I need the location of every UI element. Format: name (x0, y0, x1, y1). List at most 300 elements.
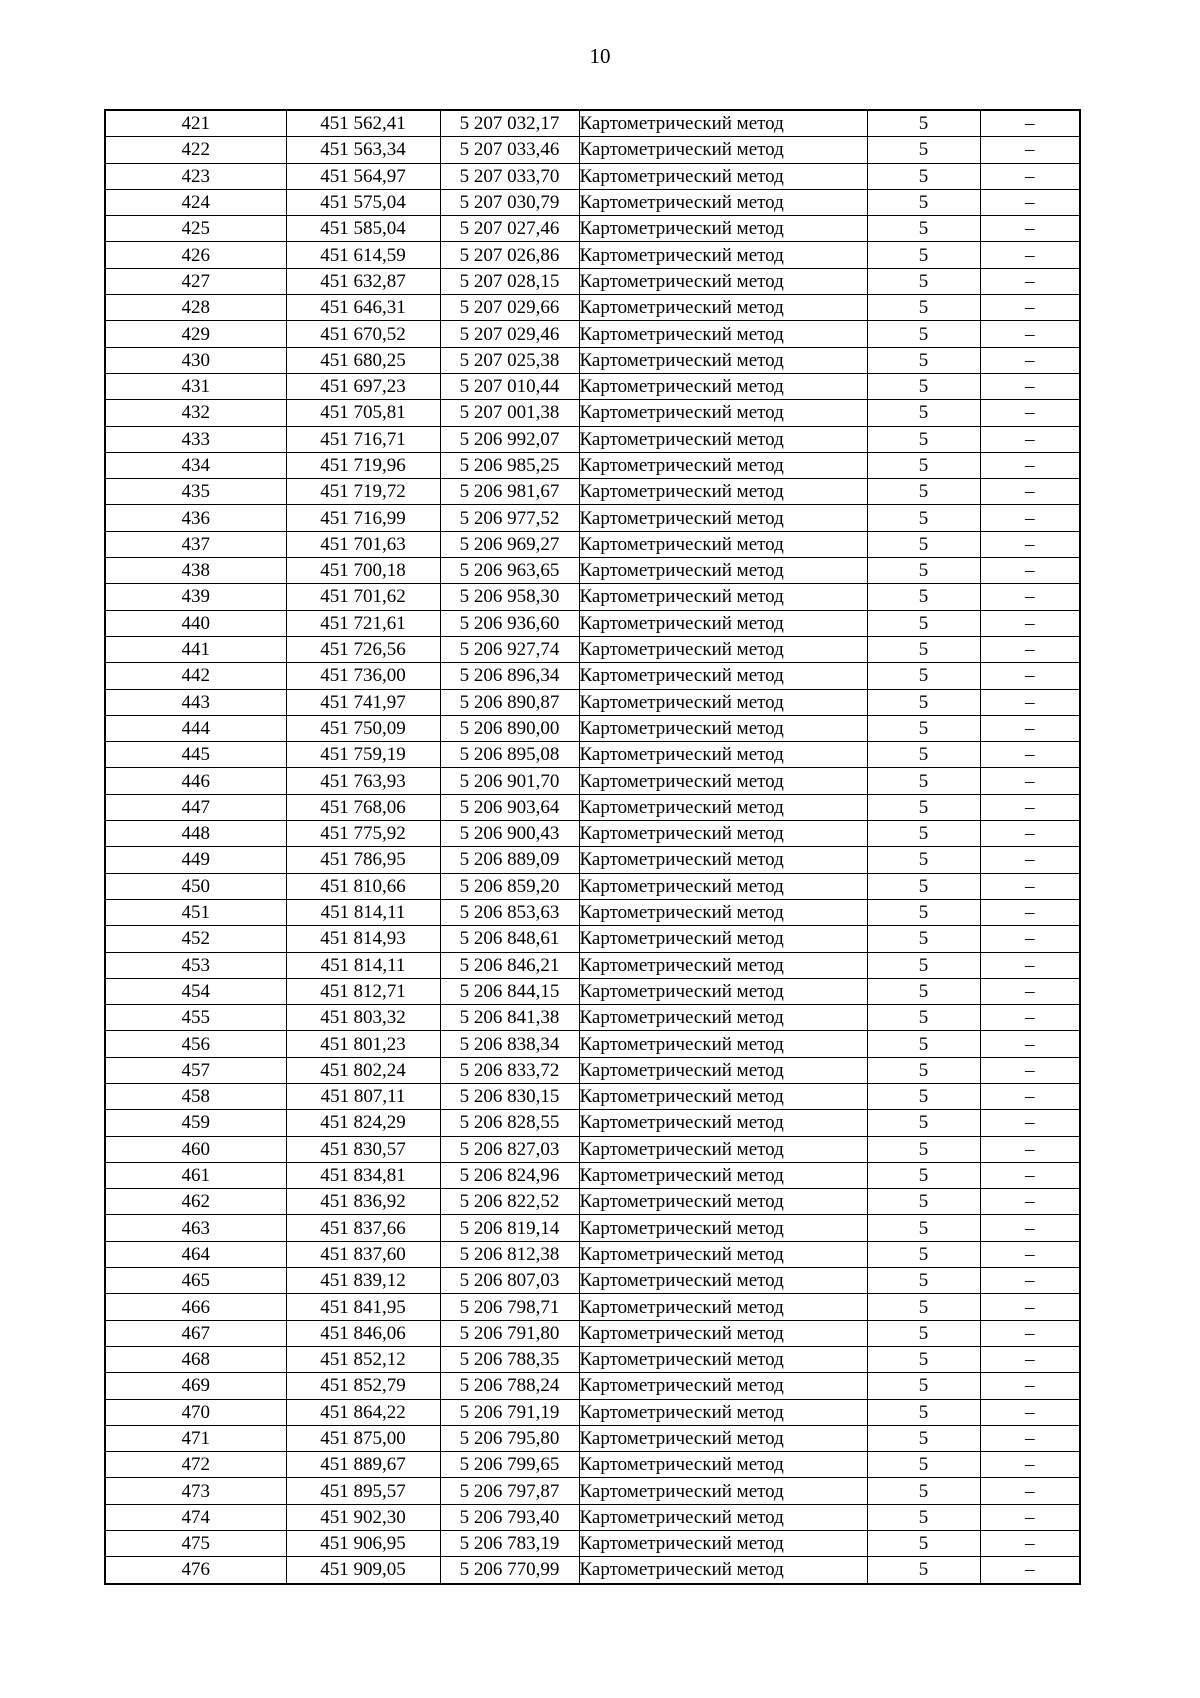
point-number: 460 (105, 1136, 286, 1162)
coordinate-y: 5 207 033,70 (440, 163, 579, 189)
determination-method: Картометрический метод (579, 1346, 867, 1372)
dash-cell: – (980, 373, 1080, 399)
table-row (105, 216, 1080, 242)
dash-cell: – (980, 1005, 1080, 1031)
dash-cell: – (980, 505, 1080, 531)
point-number: 470 (105, 1399, 286, 1425)
coordinate-x: 451 801,23 (286, 1031, 440, 1057)
point-number: 451 (105, 899, 286, 925)
dash-cell: – (980, 873, 1080, 899)
accuracy-value: 5 (867, 347, 980, 373)
point-number: 463 (105, 1215, 286, 1241)
coordinate-x: 451 721,61 (286, 610, 440, 636)
coordinate-y: 5 207 029,46 (440, 321, 579, 347)
determination-method: Картометрический метод (579, 268, 867, 294)
point-number: 439 (105, 584, 286, 610)
table-row (105, 1373, 1080, 1399)
point-number: 427 (105, 268, 286, 294)
point-number: 421 (105, 110, 286, 137)
coordinate-y: 5 206 822,52 (440, 1189, 579, 1215)
table-row (105, 400, 1080, 426)
determination-method: Картометрический метод (579, 1504, 867, 1530)
determination-method: Картометрический метод (579, 873, 867, 899)
determination-method: Картометрический метод (579, 899, 867, 925)
dash-cell: – (980, 110, 1080, 137)
coordinate-x: 451 807,11 (286, 1083, 440, 1109)
table-row (105, 110, 1080, 137)
coordinate-x: 451 716,99 (286, 505, 440, 531)
accuracy-value: 5 (867, 452, 980, 478)
point-number: 471 (105, 1425, 286, 1451)
coordinate-x: 451 562,41 (286, 110, 440, 137)
point-number: 473 (105, 1478, 286, 1504)
table-row (105, 794, 1080, 820)
coordinate-y: 5 206 770,99 (440, 1557, 579, 1584)
table-row (105, 1320, 1080, 1346)
accuracy-value: 5 (867, 1215, 980, 1241)
dash-cell: – (980, 558, 1080, 584)
point-number: 456 (105, 1031, 286, 1057)
table-row (105, 768, 1080, 794)
coordinate-x: 451 836,92 (286, 1189, 440, 1215)
dash-cell: – (980, 347, 1080, 373)
dash-cell: – (980, 926, 1080, 952)
coordinate-x: 451 670,52 (286, 321, 440, 347)
dash-cell: – (980, 768, 1080, 794)
table-row (105, 1268, 1080, 1294)
dash-cell: – (980, 137, 1080, 163)
coordinate-x: 451 824,29 (286, 1110, 440, 1136)
determination-method: Картометрический метод (579, 295, 867, 321)
determination-method: Картометрический метод (579, 1557, 867, 1584)
dash-cell: – (980, 1399, 1080, 1425)
determination-method: Картометрический метод (579, 1320, 867, 1346)
point-number: 476 (105, 1557, 286, 1584)
table-row (105, 1478, 1080, 1504)
table-row (105, 873, 1080, 899)
coordinate-x: 451 697,23 (286, 373, 440, 399)
table-row (105, 242, 1080, 268)
point-number: 436 (105, 505, 286, 531)
accuracy-value: 5 (867, 1162, 980, 1188)
accuracy-value: 5 (867, 400, 980, 426)
accuracy-value: 5 (867, 978, 980, 1004)
dash-cell: – (980, 794, 1080, 820)
point-number: 424 (105, 189, 286, 215)
coordinate-y: 5 206 807,03 (440, 1268, 579, 1294)
table-row (105, 1136, 1080, 1162)
coordinate-x: 451 906,95 (286, 1531, 440, 1557)
accuracy-value: 5 (867, 1057, 980, 1083)
determination-method: Картометрический метод (579, 216, 867, 242)
coordinate-y: 5 206 830,15 (440, 1083, 579, 1109)
coordinate-y: 5 206 841,38 (440, 1005, 579, 1031)
point-number: 454 (105, 978, 286, 1004)
table-row (105, 1504, 1080, 1530)
dash-cell: – (980, 663, 1080, 689)
determination-method: Картометрический метод (579, 1294, 867, 1320)
table-row (105, 847, 1080, 873)
point-number: 466 (105, 1294, 286, 1320)
coordinate-x: 451 812,71 (286, 978, 440, 1004)
coordinate-y: 5 206 977,52 (440, 505, 579, 531)
point-number: 438 (105, 558, 286, 584)
determination-method: Картометрический метод (579, 689, 867, 715)
dash-cell: – (980, 1162, 1080, 1188)
accuracy-value: 5 (867, 216, 980, 242)
point-number: 429 (105, 321, 286, 347)
dash-cell: – (980, 1320, 1080, 1346)
dash-cell: – (980, 1452, 1080, 1478)
table-row (105, 715, 1080, 741)
determination-method: Картометрический метод (579, 347, 867, 373)
coordinate-y: 5 206 791,80 (440, 1320, 579, 1346)
point-number: 431 (105, 373, 286, 399)
table-row (105, 1215, 1080, 1241)
accuracy-value: 5 (867, 636, 980, 662)
dash-cell: – (980, 295, 1080, 321)
coordinate-x: 451 736,00 (286, 663, 440, 689)
table-row (105, 189, 1080, 215)
coordinate-y: 5 206 936,60 (440, 610, 579, 636)
table-row (105, 636, 1080, 662)
table-row (105, 1294, 1080, 1320)
coordinate-x: 451 837,60 (286, 1241, 440, 1267)
determination-method: Картометрический метод (579, 163, 867, 189)
determination-method: Картометрический метод (579, 1399, 867, 1425)
coordinate-x: 451 646,31 (286, 295, 440, 321)
accuracy-value: 5 (867, 1557, 980, 1584)
determination-method: Картометрический метод (579, 1005, 867, 1031)
coordinate-y: 5 206 901,70 (440, 768, 579, 794)
determination-method: Картометрический метод (579, 610, 867, 636)
point-number: 452 (105, 926, 286, 952)
point-number: 437 (105, 531, 286, 557)
point-number: 455 (105, 1005, 286, 1031)
table-row (105, 137, 1080, 163)
coordinate-x: 451 750,09 (286, 715, 440, 741)
table-row (105, 531, 1080, 557)
coordinate-y: 5 206 797,87 (440, 1478, 579, 1504)
dash-cell: – (980, 163, 1080, 189)
determination-method: Картометрический метод (579, 584, 867, 610)
table-row (105, 558, 1080, 584)
point-number: 445 (105, 742, 286, 768)
dash-cell: – (980, 1057, 1080, 1083)
table-row (105, 1241, 1080, 1267)
point-number: 440 (105, 610, 286, 636)
coordinate-x: 451 700,18 (286, 558, 440, 584)
accuracy-value: 5 (867, 663, 980, 689)
determination-method: Картометрический метод (579, 1057, 867, 1083)
accuracy-value: 5 (867, 689, 980, 715)
dash-cell: – (980, 1215, 1080, 1241)
coordinate-x: 451 889,67 (286, 1452, 440, 1478)
accuracy-value: 5 (867, 1031, 980, 1057)
coordinate-x: 451 680,25 (286, 347, 440, 373)
coordinate-x: 451 814,11 (286, 899, 440, 925)
coordinate-y: 5 206 799,65 (440, 1452, 579, 1478)
table-row (105, 163, 1080, 189)
coordinate-y: 5 206 927,74 (440, 636, 579, 662)
determination-method: Картометрический метод (579, 426, 867, 452)
coordinate-x: 451 834,81 (286, 1162, 440, 1188)
coordinate-y: 5 206 844,15 (440, 978, 579, 1004)
table-row (105, 373, 1080, 399)
table-row (105, 1452, 1080, 1478)
coordinate-y: 5 206 896,34 (440, 663, 579, 689)
determination-method: Картометрический метод (579, 1241, 867, 1267)
coordinate-x: 451 803,32 (286, 1005, 440, 1031)
coordinate-y: 5 206 895,08 (440, 742, 579, 768)
coordinate-y: 5 206 963,65 (440, 558, 579, 584)
accuracy-value: 5 (867, 479, 980, 505)
table-row (105, 1057, 1080, 1083)
determination-method: Картометрический метод (579, 1083, 867, 1109)
determination-method: Картометрический метод (579, 400, 867, 426)
determination-method: Картометрический метод (579, 952, 867, 978)
accuracy-value: 5 (867, 584, 980, 610)
table-row (105, 1189, 1080, 1215)
point-number: 444 (105, 715, 286, 741)
dash-cell: – (980, 1136, 1080, 1162)
table-row (105, 479, 1080, 505)
accuracy-value: 5 (867, 558, 980, 584)
determination-method: Картометрический метод (579, 531, 867, 557)
accuracy-value: 5 (867, 926, 980, 952)
point-number: 432 (105, 400, 286, 426)
table-row (105, 584, 1080, 610)
coordinate-x: 451 759,19 (286, 742, 440, 768)
dash-cell: – (980, 1241, 1080, 1267)
determination-method: Картометрический метод (579, 794, 867, 820)
table-row (105, 1083, 1080, 1109)
determination-method: Картометрический метод (579, 479, 867, 505)
determination-method: Картометрический метод (579, 663, 867, 689)
dash-cell: – (980, 584, 1080, 610)
coordinate-y: 5 206 859,20 (440, 873, 579, 899)
determination-method: Картометрический метод (579, 452, 867, 478)
coordinate-y: 5 206 985,25 (440, 452, 579, 478)
coordinate-y: 5 206 793,40 (440, 1504, 579, 1530)
point-number: 461 (105, 1162, 286, 1188)
coordinate-y: 5 207 010,44 (440, 373, 579, 399)
dash-cell: – (980, 321, 1080, 347)
table-row (105, 295, 1080, 321)
accuracy-value: 5 (867, 1452, 980, 1478)
determination-method: Картометрический метод (579, 558, 867, 584)
coordinate-y: 5 207 032,17 (440, 110, 579, 137)
coordinate-x: 451 802,24 (286, 1057, 440, 1083)
point-number: 475 (105, 1531, 286, 1557)
coordinate-x: 451 810,66 (286, 873, 440, 899)
point-number: 426 (105, 242, 286, 268)
coordinate-x: 451 719,72 (286, 479, 440, 505)
table-row (105, 1005, 1080, 1031)
coordinate-x: 451 846,06 (286, 1320, 440, 1346)
accuracy-value: 5 (867, 163, 980, 189)
determination-method: Картометрический метод (579, 242, 867, 268)
coordinate-x: 451 841,95 (286, 1294, 440, 1320)
table-row (105, 1531, 1080, 1557)
determination-method: Картометрический метод (579, 1189, 867, 1215)
page-number: 10 (589, 44, 611, 68)
coordinate-y: 5 207 001,38 (440, 400, 579, 426)
accuracy-value: 5 (867, 1189, 980, 1215)
coordinate-y: 5 207 026,86 (440, 242, 579, 268)
determination-method: Картометрический метод (579, 821, 867, 847)
determination-method: Картометрический метод (579, 1425, 867, 1451)
dash-cell: – (980, 821, 1080, 847)
coordinate-x: 451 875,00 (286, 1425, 440, 1451)
table-row (105, 899, 1080, 925)
coordinate-y: 5 206 890,87 (440, 689, 579, 715)
point-number: 447 (105, 794, 286, 820)
dash-cell: – (980, 1031, 1080, 1057)
point-number: 442 (105, 663, 286, 689)
coordinate-x: 451 852,79 (286, 1373, 440, 1399)
point-number: 449 (105, 847, 286, 873)
accuracy-value: 5 (867, 1110, 980, 1136)
coordinate-y: 5 207 030,79 (440, 189, 579, 215)
point-number: 450 (105, 873, 286, 899)
dash-cell: – (980, 1504, 1080, 1530)
determination-method: Картометрический метод (579, 715, 867, 741)
table-row (105, 689, 1080, 715)
coordinate-x: 451 632,87 (286, 268, 440, 294)
dash-cell: – (980, 636, 1080, 662)
dash-cell: – (980, 242, 1080, 268)
coordinate-x: 451 716,71 (286, 426, 440, 452)
accuracy-value: 5 (867, 873, 980, 899)
coordinate-x: 451 585,04 (286, 216, 440, 242)
determination-method: Картометрический метод (579, 768, 867, 794)
coordinates-table (104, 109, 1081, 1585)
coordinate-y: 5 206 788,35 (440, 1346, 579, 1372)
dash-cell: – (980, 1346, 1080, 1372)
dash-cell: – (980, 1083, 1080, 1109)
coordinate-x: 451 814,11 (286, 952, 440, 978)
coordinate-y: 5 206 890,00 (440, 715, 579, 741)
point-number: 448 (105, 821, 286, 847)
point-number: 474 (105, 1504, 286, 1530)
table-row (105, 1399, 1080, 1425)
point-number: 428 (105, 295, 286, 321)
table-row (105, 426, 1080, 452)
accuracy-value: 5 (867, 531, 980, 557)
accuracy-value: 5 (867, 821, 980, 847)
determination-method: Картометрический метод (579, 926, 867, 952)
coordinate-y: 5 206 824,96 (440, 1162, 579, 1188)
dash-cell: – (980, 1294, 1080, 1320)
determination-method: Картометрический метод (579, 505, 867, 531)
accuracy-value: 5 (867, 1425, 980, 1451)
accuracy-value: 5 (867, 742, 980, 768)
point-number: 453 (105, 952, 286, 978)
coordinate-y: 5 207 028,15 (440, 268, 579, 294)
accuracy-value: 5 (867, 1241, 980, 1267)
accuracy-value: 5 (867, 610, 980, 636)
determination-method: Картометрический метод (579, 1478, 867, 1504)
dash-cell: – (980, 1478, 1080, 1504)
dash-cell: – (980, 715, 1080, 741)
table-row (105, 952, 1080, 978)
coordinate-y: 5 206 788,24 (440, 1373, 579, 1399)
coordinate-y: 5 206 827,03 (440, 1136, 579, 1162)
coordinate-y: 5 207 025,38 (440, 347, 579, 373)
point-number: 441 (105, 636, 286, 662)
coordinate-x: 451 741,97 (286, 689, 440, 715)
dash-cell: – (980, 1268, 1080, 1294)
coordinate-x: 451 563,34 (286, 137, 440, 163)
accuracy-value: 5 (867, 952, 980, 978)
coordinate-x: 451 786,95 (286, 847, 440, 873)
dash-cell: – (980, 216, 1080, 242)
coordinate-y: 5 206 981,67 (440, 479, 579, 505)
coordinate-y: 5 206 900,43 (440, 821, 579, 847)
accuracy-value: 5 (867, 768, 980, 794)
dash-cell: – (980, 610, 1080, 636)
dash-cell: – (980, 847, 1080, 873)
accuracy-value: 5 (867, 426, 980, 452)
accuracy-value: 5 (867, 1294, 980, 1320)
determination-method: Картометрический метод (579, 1162, 867, 1188)
determination-method: Картометрический метод (579, 1136, 867, 1162)
table-row (105, 663, 1080, 689)
coordinate-x: 451 719,96 (286, 452, 440, 478)
table-row (105, 1031, 1080, 1057)
accuracy-value: 5 (867, 1531, 980, 1557)
point-number: 472 (105, 1452, 286, 1478)
accuracy-value: 5 (867, 242, 980, 268)
accuracy-value: 5 (867, 1478, 980, 1504)
coordinate-x: 451 701,62 (286, 584, 440, 610)
accuracy-value: 5 (867, 794, 980, 820)
point-number: 462 (105, 1189, 286, 1215)
determination-method: Картометрический метод (579, 137, 867, 163)
dash-cell: – (980, 1110, 1080, 1136)
dash-cell: – (980, 952, 1080, 978)
determination-method: Картометрический метод (579, 373, 867, 399)
dash-cell: – (980, 268, 1080, 294)
coordinate-y: 5 206 958,30 (440, 584, 579, 610)
coordinate-y: 5 207 033,46 (440, 137, 579, 163)
coordinate-y: 5 206 903,64 (440, 794, 579, 820)
dash-cell: – (980, 1425, 1080, 1451)
coordinate-y: 5 206 833,72 (440, 1057, 579, 1083)
coordinate-x: 451 902,30 (286, 1504, 440, 1530)
coordinate-y: 5 206 812,38 (440, 1241, 579, 1267)
coordinate-x: 451 864,22 (286, 1399, 440, 1425)
table-row (105, 505, 1080, 531)
determination-method: Картометрический метод (579, 1373, 867, 1399)
dash-cell: – (980, 189, 1080, 215)
coordinate-y: 5 206 828,55 (440, 1110, 579, 1136)
point-number: 457 (105, 1057, 286, 1083)
coordinate-y: 5 206 819,14 (440, 1215, 579, 1241)
determination-method: Картометрический метод (579, 1110, 867, 1136)
determination-method: Картометрический метод (579, 978, 867, 1004)
coordinate-x: 451 895,57 (286, 1478, 440, 1504)
point-number: 464 (105, 1241, 286, 1267)
dash-cell: – (980, 479, 1080, 505)
accuracy-value: 5 (867, 1136, 980, 1162)
table-row (105, 1425, 1080, 1451)
determination-method: Картометрический метод (579, 321, 867, 347)
dash-cell: – (980, 1531, 1080, 1557)
point-number: 435 (105, 479, 286, 505)
coordinate-x: 451 614,59 (286, 242, 440, 268)
